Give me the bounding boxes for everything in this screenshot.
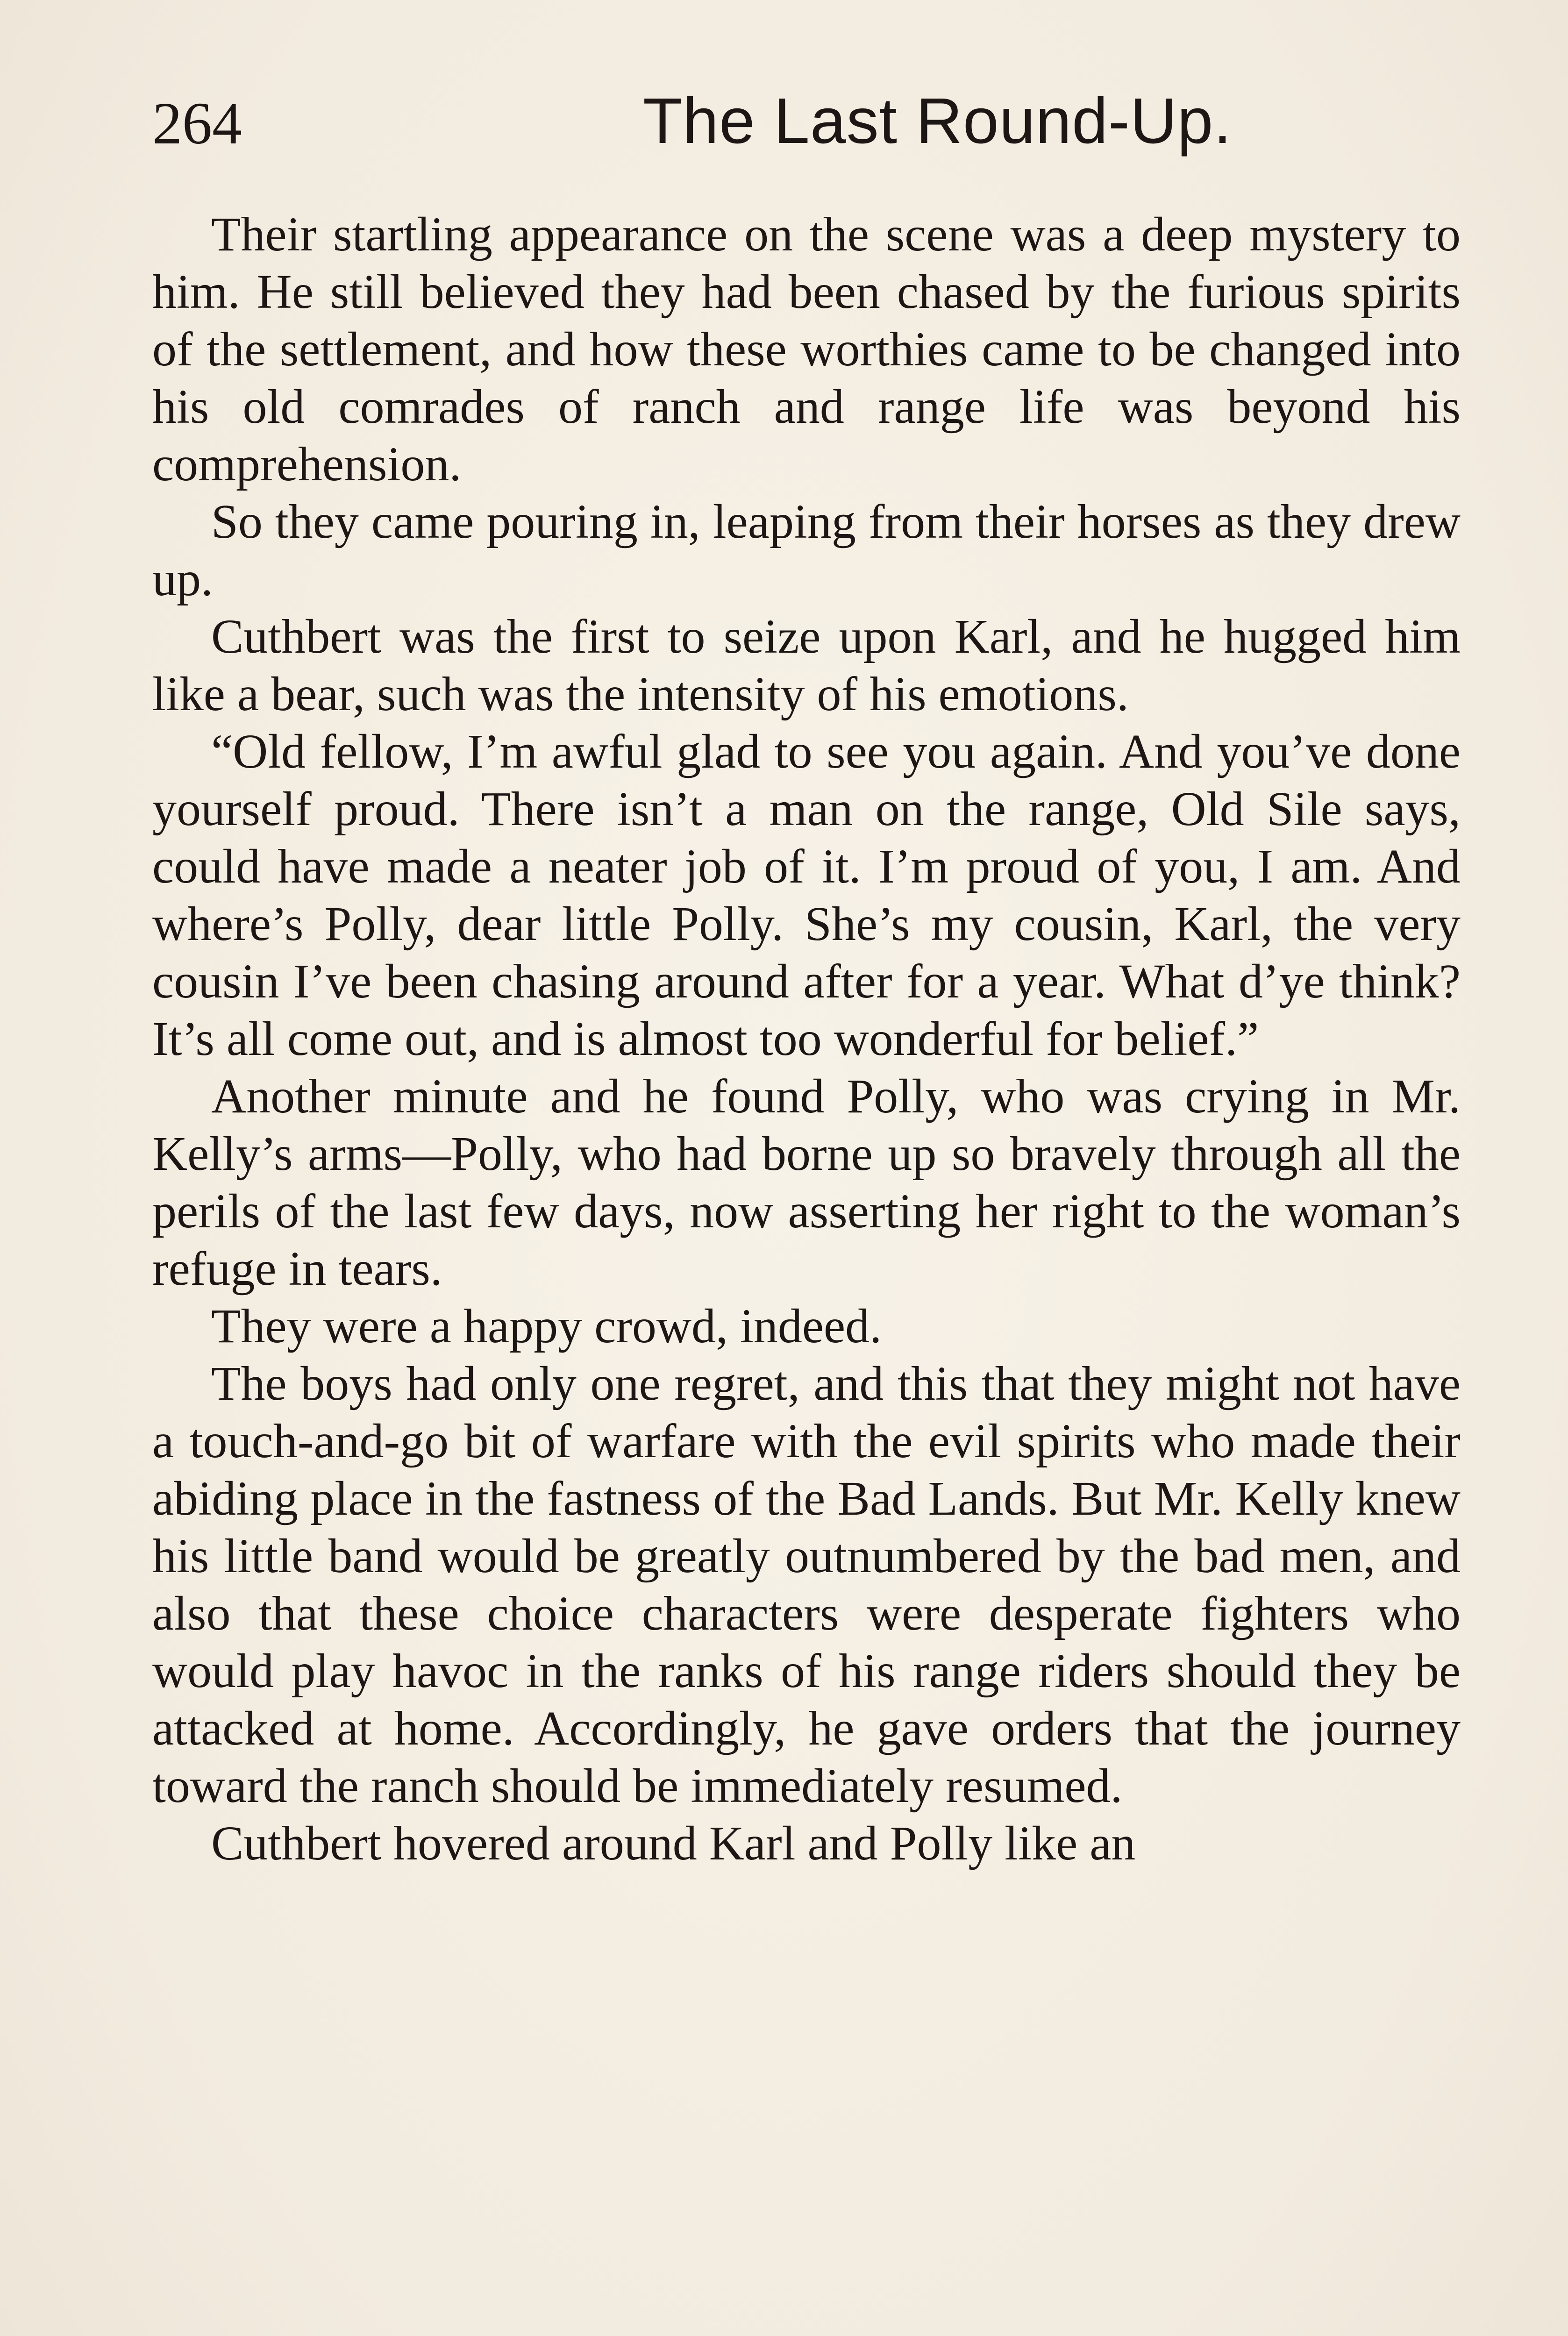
paragraph: They were a happy crowd, indeed. [211,1299,882,1353]
paragraph: “Old fellow, I’m awful glad to see you again. And you’ve done yourself proud. There isn’t a man on the range, Old Sile says, could have made a neater job of it. I’m proud of you, I am. And where’s Polly, dear little Polly. She’s my cousin, Karl, the very cousin I’ve been chasing around after for a year. What d’ye think? It’s all come out, and is almost too wonderful for belief.” [152,725,1461,1066]
paragraph: Their startling appearance on the scene was a deep mystery to him. He still believed they had been chased by the furious spirits of the settlement, and how these worthies came to be changed into his old comrades of ranch and range life was beyond his comprehension. [152,207,1461,491]
page-number: 264 [152,90,242,157]
paragraph: Another minute and he found Polly, who was crying in Mr. Kelly’s arms—Polly, who had borne up so bravely through all the perils of the last few days, now asserting her right to the woman’s refuge in tears. [152,1069,1461,1296]
page-header [152,85,1461,178]
paragraph: Cuthbert hovered around Karl and Polly like an [211,1816,1136,1870]
paragraph: The boys had only one regret, and this that they might not have a touch-and-go bit of warfare with the evil spirits who made their abiding place in the fastness of the Bad Lands. But Mr. Kelly knew his little band would be greatly outnumbered by the bad men, and also that these choice characters were desperate fighters who would play havoc in the ranks of his range riders should they be attacked at home. Accordingly, he gave orders that the journey toward the ranch should be immediately resumed. [152,1357,1461,1813]
body-text [152,206,1461,1872]
paragraph: So they came pouring in, leaping from their horses as they drew up. [152,495,1461,606]
paragraph: Cuthbert was the first to seize upon Karl, and he hugged him like a bear, such was the intensity of his emotions. [152,610,1461,721]
running-title: The Last Round-Up. [643,85,1232,157]
